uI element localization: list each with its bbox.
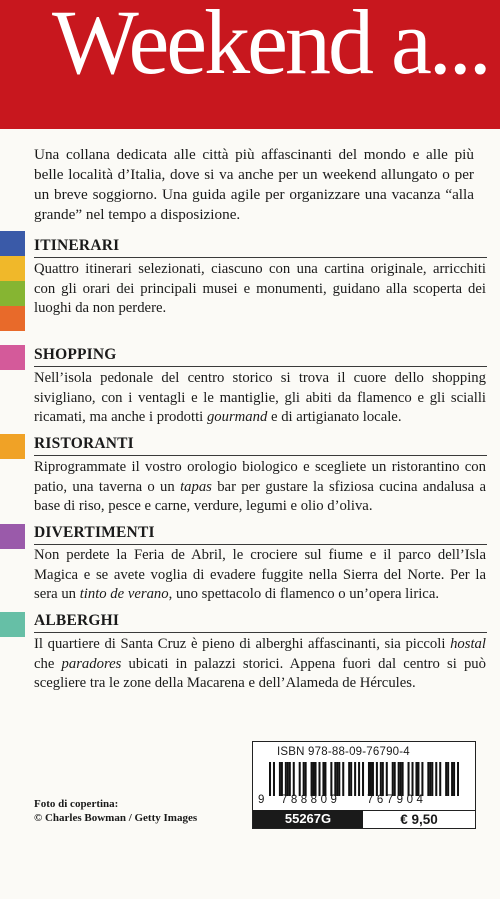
body-italic: paradores	[61, 655, 122, 672]
photo-credit	[34, 797, 197, 825]
barcode-bar	[398, 762, 400, 796]
barcode-bar	[354, 762, 356, 796]
barcode-bar	[392, 762, 394, 796]
credit-label: Foto di copertina:	[34, 798, 119, 810]
barcode-bar	[445, 762, 447, 796]
body-text: Il quartiere di Santa Cruz è pieno di alberghi affascinanti, sia piccoli	[34, 636, 451, 652]
barcode-bar	[386, 762, 388, 796]
body-text: e di artigianato locale.	[267, 409, 402, 425]
barcode-bar	[330, 762, 332, 796]
barcode-bar	[376, 762, 378, 796]
section-rule	[34, 257, 487, 258]
barcode-digit-first: 9	[258, 794, 265, 806]
barcode-bar	[358, 762, 360, 796]
header-band	[0, 0, 500, 129]
barcode-bar	[293, 762, 295, 796]
barcode-bar	[338, 762, 340, 796]
barcode-bar	[400, 762, 402, 796]
color-block-yellow	[0, 256, 25, 281]
barcode-bar	[279, 762, 281, 796]
body-text: Riprogrammate il vostro orologio biologico e scegliete un ristorantino con patio, una taverna o un	[34, 459, 486, 495]
body-text: Non perdete la Feria de Abril, le crociere sul fiume e il parco dell’Isla Magica e se avete voglia di evadere fuggite nella Sierra del Norte. Per la sera un	[34, 547, 486, 602]
body-italic: tinto de verano	[79, 586, 169, 602]
barcode-digits-right: 767904	[367, 794, 427, 806]
body-text: , uno spettacolo di flamenco o un’opera lirica.	[168, 586, 440, 602]
barcode-bar	[285, 762, 287, 796]
section-title-divertimenti: DIVERTIMENTI	[34, 524, 155, 541]
body-text: ubicati in palazzi storici. Appena fuori dal centro si può scegliere tra le zone della Macarena e dell’Alameda de Hércules.	[34, 655, 486, 691]
barcode-box	[252, 741, 476, 829]
barcode-bar	[315, 762, 317, 796]
barcode-bar	[453, 762, 455, 796]
barcode-bar	[382, 762, 384, 796]
barcode-bar	[305, 762, 307, 796]
isbn-number: ISBN 978-88-09-76790-4	[277, 746, 410, 758]
section-body-itinerari: Quattro itinerari selezionati, ciascuno con una cartina originale, arricchiti con gli orari dei principali musei e monumenti, guidano alla scoperta dei luoghi da non perdere.	[34, 261, 486, 316]
body-text: Nell’isola pedonale del centro storico si trova il cuore dello shopping sivigliano, con i ventagli e le mantiglie, gli abiti da flamenco e gli scialli ricamati, ma anche i prodotti	[34, 370, 486, 425]
color-block-blue	[0, 231, 25, 256]
barcode-bar	[342, 762, 344, 796]
barcode-bar	[415, 762, 417, 796]
barcode-bar	[324, 762, 326, 796]
barcode-bar	[435, 762, 437, 796]
barcode-image	[269, 762, 459, 796]
section-rule	[34, 455, 487, 456]
barcode-bar	[394, 762, 396, 796]
barcode-bar	[281, 762, 283, 796]
credit-source: © Charles Bowman / Getty Images	[34, 812, 198, 824]
barcode-bar	[417, 762, 419, 796]
barcode-bar	[370, 762, 372, 796]
barcode-bar	[412, 762, 414, 796]
barcode-bar	[287, 762, 289, 796]
barcode-bar	[372, 762, 374, 796]
section-rule	[34, 366, 487, 367]
intro-paragraph: Una collana dedicata alle città più affascinanti del mondo e alle più belle località d’Italia, dove si va anche per un weekend allungato o per un breve soggiorno. Una guida agile per organizzare una vacanza “alla grande” nel tempo a disposizione.	[34, 146, 474, 223]
body-italic: gourmand	[206, 409, 268, 425]
section-title-itinerari: ITINERARI	[34, 237, 120, 254]
body-italic: hostal	[450, 636, 486, 652]
color-block-orange	[0, 306, 25, 331]
body-text: bar per gustare la sfiziosa cucina andalusa a base di riso, pesce e carne, verdure, legumi e olio d’oliva.	[34, 478, 486, 514]
barcode-bar	[447, 762, 449, 796]
barcode-bar	[299, 762, 301, 796]
barcode-bar	[334, 762, 336, 796]
barcode-bar	[350, 762, 352, 796]
barcode-bar	[431, 762, 433, 796]
series-title: Weekend a...	[52, 0, 489, 93]
itinerari-color-bar	[0, 231, 25, 331]
barcode-bar	[421, 762, 423, 796]
barcode-bar	[439, 762, 441, 796]
section-body-ristoranti	[34, 458, 486, 517]
section-title-alberghi: ALBERGHI	[34, 612, 120, 629]
barcode-bar	[313, 762, 315, 796]
barcode-bar	[368, 762, 370, 796]
body-text: che	[34, 655, 62, 672]
barcode-bar	[322, 762, 324, 796]
section-title-shopping: SHOPPING	[34, 346, 117, 363]
barcode-bar	[289, 762, 291, 796]
price-label: € 9,50	[363, 810, 475, 828]
barcode-bar	[408, 762, 410, 796]
barcode-bar	[402, 762, 404, 796]
barcode-bar	[362, 762, 364, 796]
section-body-alberghi	[34, 635, 486, 694]
barcode-bar	[348, 762, 350, 796]
divertimenti-color-bar	[0, 524, 25, 549]
barcode-bar	[380, 762, 382, 796]
shopping-color-bar	[0, 345, 25, 370]
ristoranti-color-bar	[0, 434, 25, 459]
section-body-divertimenti	[34, 546, 486, 605]
barcode-bar	[273, 762, 275, 796]
section-title-ristoranti: RISTORANTI	[34, 435, 134, 452]
barcode-bar	[303, 762, 305, 796]
color-block-green	[0, 281, 25, 306]
section-rule	[34, 544, 487, 545]
barcode-bar	[311, 762, 313, 796]
barcode-bar	[318, 762, 320, 796]
barcode-bar	[427, 762, 429, 796]
section-rule	[34, 632, 487, 633]
barcode-bar	[451, 762, 453, 796]
barcode-bar	[457, 762, 459, 796]
barcode-bar	[269, 762, 271, 796]
catalog-code: 55267G	[253, 810, 363, 828]
barcode-bar	[429, 762, 431, 796]
alberghi-color-bar	[0, 612, 25, 637]
barcode-digits-left: 788809	[281, 794, 341, 806]
barcode-bar	[336, 762, 338, 796]
body-italic: tapas	[180, 478, 212, 495]
section-body-shopping	[34, 369, 486, 428]
